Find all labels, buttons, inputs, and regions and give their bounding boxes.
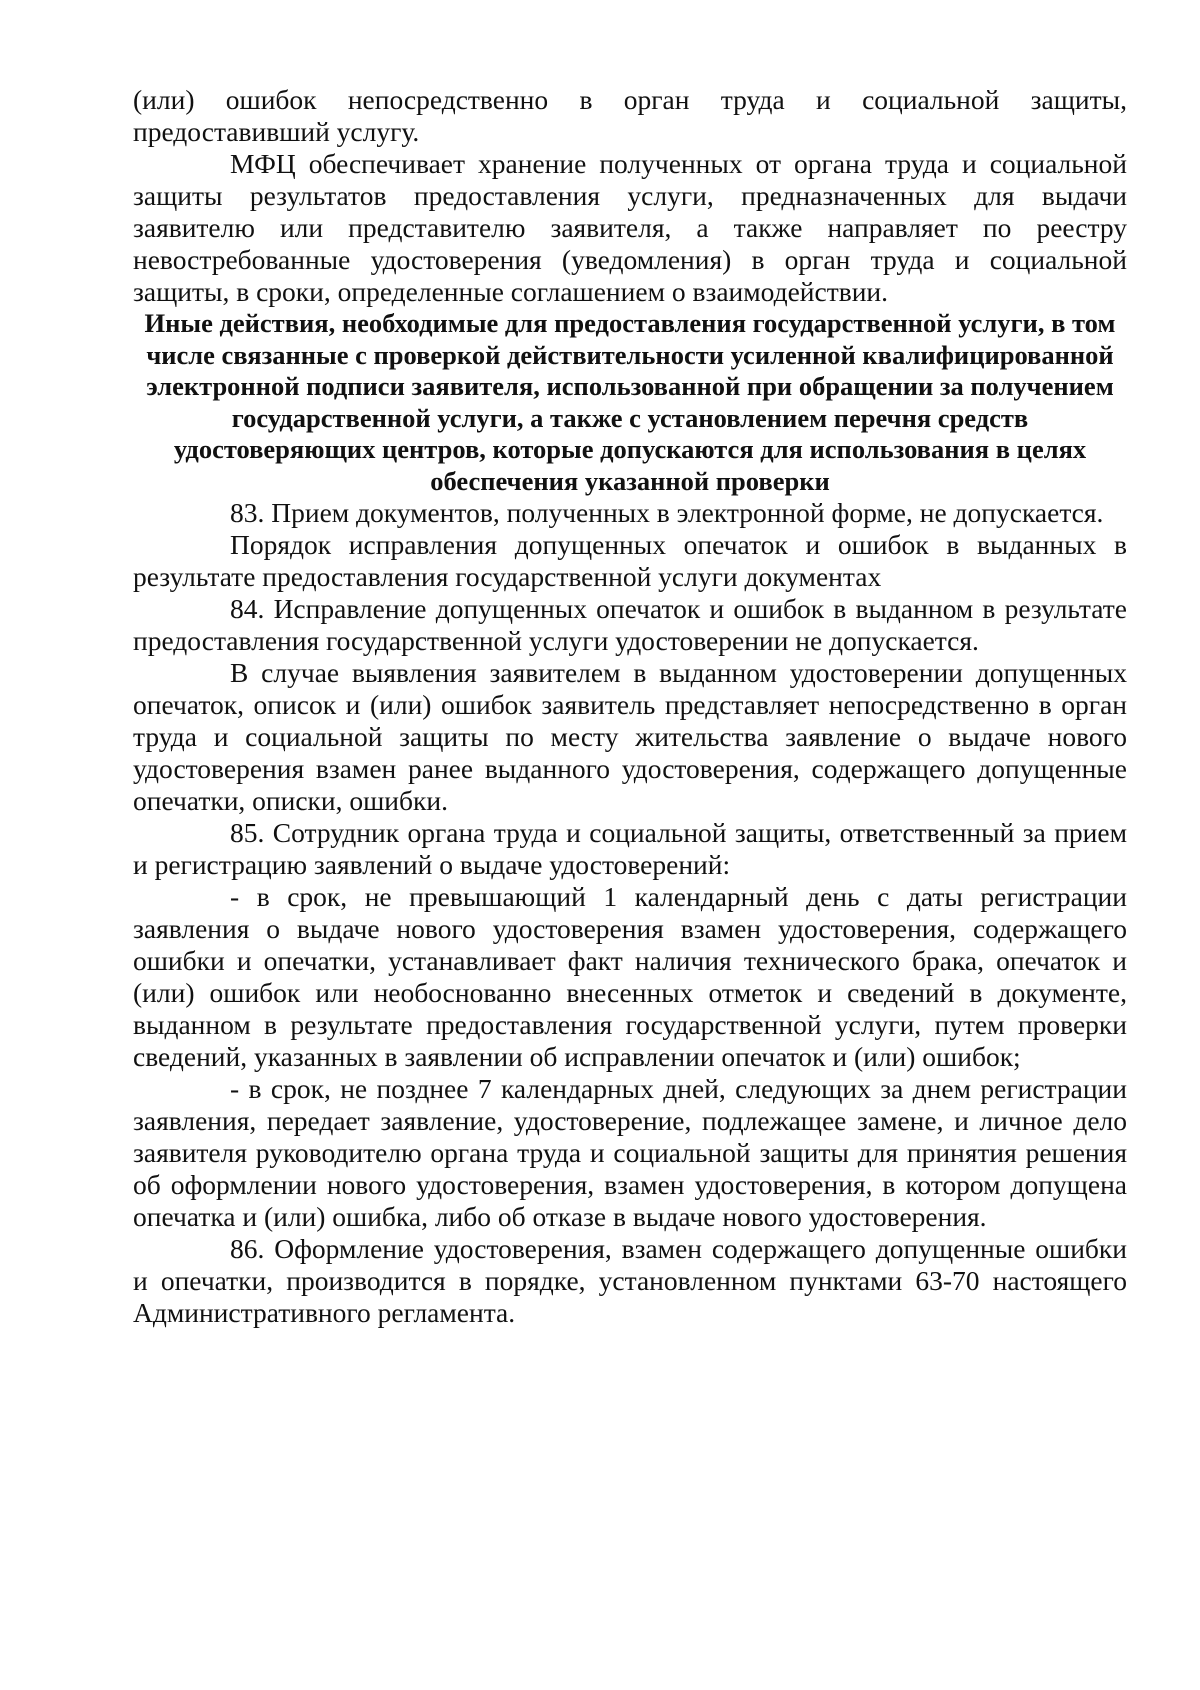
section-heading: Иные действия, необходимые для предоставления государственной услуги, в том числе связанные с проверкой действительности усиленной квалифицированной электронной подписи заявителя, использованной при обращении за получением государственной услуги, а также с установлением перечня средств удостоверяющих центров, которые допускаются для использования в целях обеспечения указанной проверки xyxy=(144,308,1116,496)
document-body xyxy=(133,84,1127,1329)
paragraph-83: 83. Прием документов, полученных в электронной форме, не допускается. xyxy=(230,497,1104,528)
paragraph-85: 85. Сотрудник органа труда и социальной защиты, ответственный за прием и регистрацию заявлений о выдаче удостоверений: xyxy=(133,817,1127,880)
paragraph-84-detail: В случае выявления заявителем в выданном удостоверении допущенных опечаток, описок и (или) ошибок заявитель представляет непосредственно в орган труда и социальной защиты по месту жительства заявление о выдаче нового удостоверения взамен ранее выданного удостоверения, содержащего допущенные опечатки, описки, ошибки. xyxy=(133,657,1127,816)
paragraph-mfc-storage: МФЦ обеспечивает хранение полученных от органа труда и социальной защиты результатов предоставления услуги, предназначенных для выдачи заявителю или представителю заявителя, а также направляет по реестру невостребованные удостоверения (уведомления) в орган труда и социальной защиты, в сроки, определенные соглашением о взаимодействии. xyxy=(133,148,1127,307)
subheading-correction-procedure: Порядок исправления допущенных опечаток и ошибок в выданных в результате предоставления государственной услуги документах xyxy=(133,529,1127,592)
paragraph-84: 84. Исправление допущенных опечаток и ошибок в выданном в результате предоставления государственной услуги удостоверении не допускается. xyxy=(133,593,1127,656)
list-item-7-days: - в срок, не позднее 7 календарных дней, следующих за днем регистрации заявления, передает заявление, удостоверение, подлежащее замене, и личное дело заявителя руководителю органа труда и социальной защиты для принятия решения об оформлении нового удостоверения, взамен удостоверения, в котором допущена опечатка и (или) ошибка, либо об отказе в выдаче нового удостоверения. xyxy=(133,1073,1127,1232)
paragraph-continuation: (или) ошибок непосредственно в орган труда и социальной защиты, предоставивший услугу. xyxy=(133,84,1127,147)
paragraph-86: 86. Оформление удостоверения, взамен содержащего допущенные ошибки и опечатки, производится в порядке, установленном пунктами 63-70 настоящего Административного регламента. xyxy=(133,1233,1127,1328)
list-item-1-day: - в срок, не превышающий 1 календарный день с даты регистрации заявления о выдаче нового удостоверения взамен удостоверения, содержащего ошибки и опечатки, устанавливает факт наличия технического брака, опечаток и (или) ошибок или необоснованно внесенных отметок и сведений в документе, выданном в результате предоставления государственной услуги, путем проверки сведений, указанных в заявлении об исправлении опечаток и (или) ошибок; xyxy=(133,881,1127,1072)
